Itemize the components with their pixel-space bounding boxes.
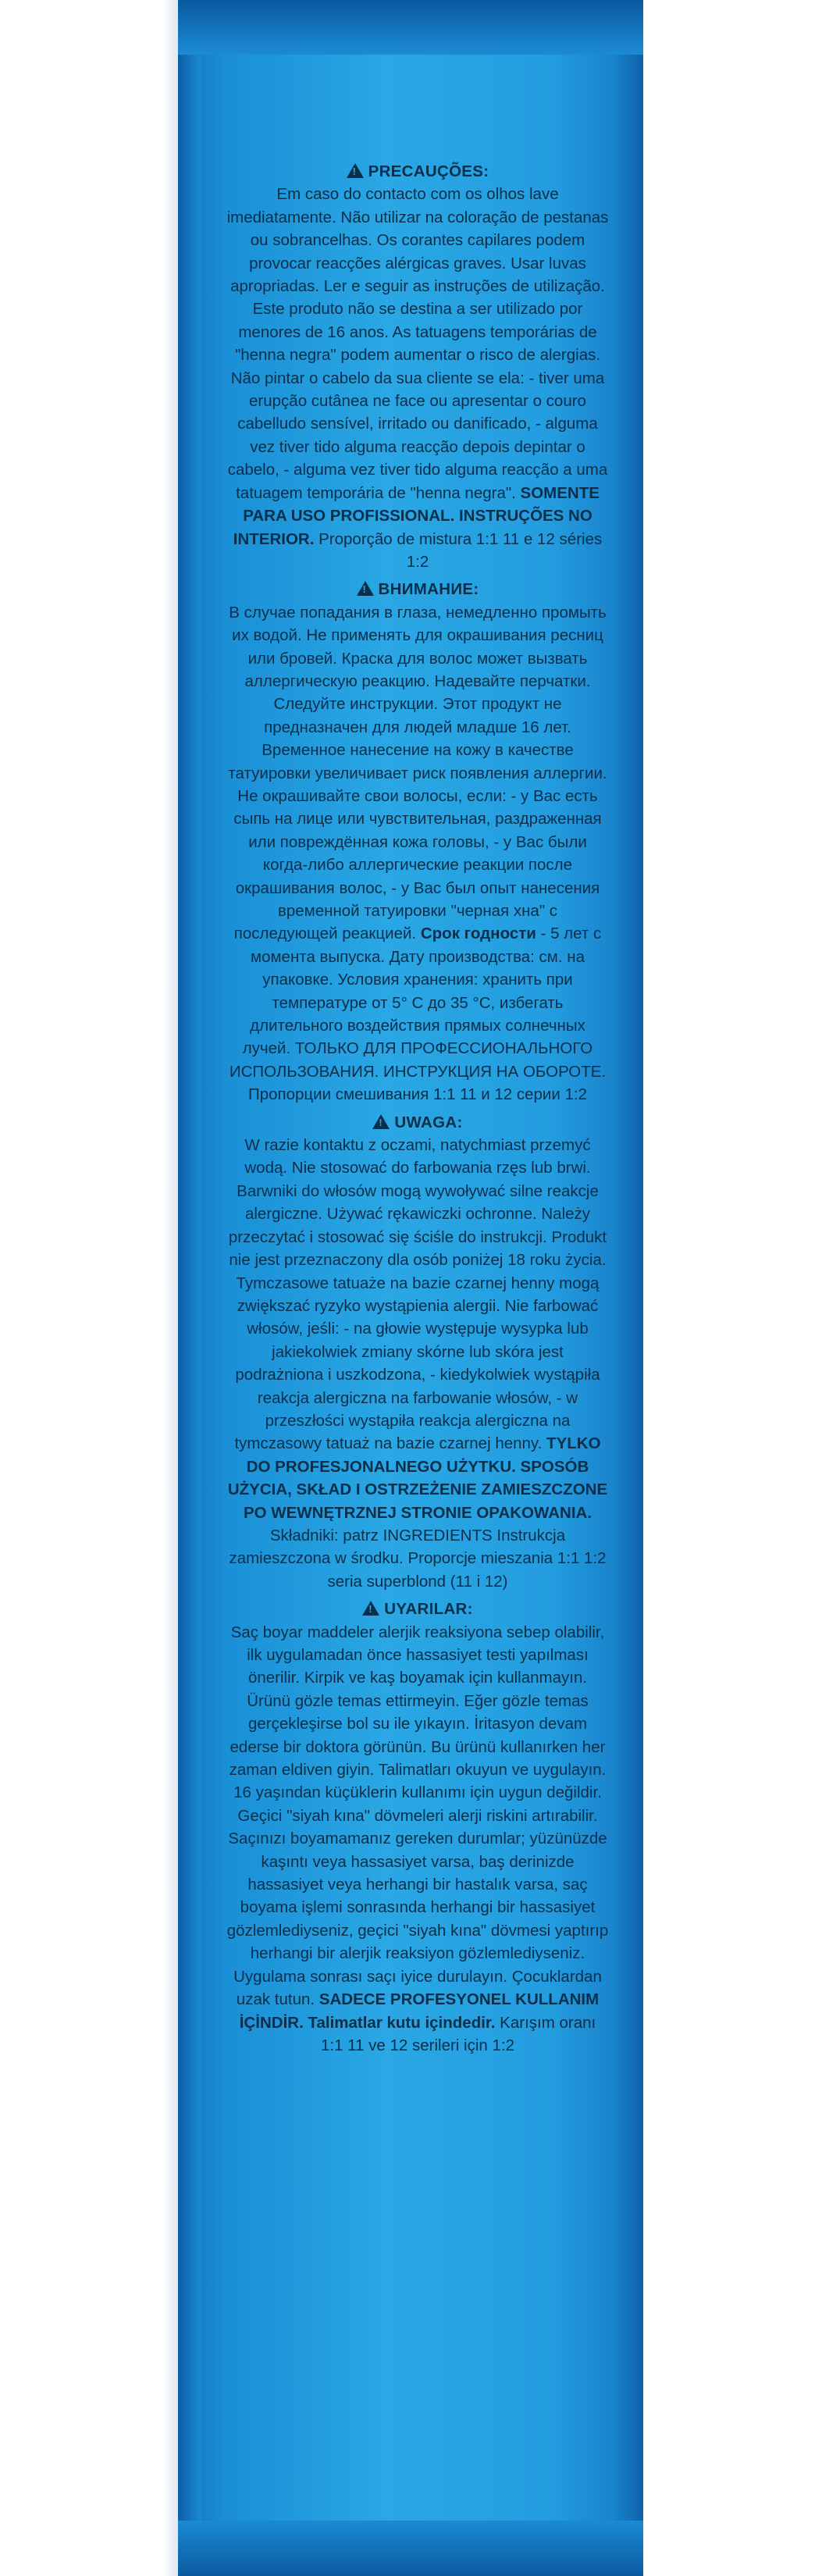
warning-section-ru — [226, 578, 609, 1106]
section-tail: - 5 лет с момента выпуска. Дату производства: см. на упаковке. Условия хранения: хранить при температуре от 5° С до 35 °С, избегать длительного воздействия прямых солнечных лучей. ТОЛЬКО ДЛЯ ПРОФЕССИОНАЛЬНОГО ИСПОЛЬЗОВАНИЯ. ИНСТРУКЦИЯ НА ОБОРОТЕ. Пропорции смешивания 1:1 11 и 12 серии 1:2 — [229, 925, 607, 1104]
section-tail: Karışım oranı 1:1 11 ve 12 serileri için 1:2 — [320, 2013, 596, 2054]
section-bold-note: TYLKO DO PROFESJONALNEGO UŻYTKU. SPOSÓB UŻYCIA, SKŁAD I OSTRZEŻENIE ZAMIESZCZONE PO WEWNĘTRZNEJ STRONIE OPAKOWANIA. — [227, 1434, 608, 1522]
section-bold-note: Срок годности — [420, 925, 536, 943]
warning-triangle-icon — [347, 163, 364, 178]
section-tail: Składniki: patrz INGREDIENTS Instrukcja zamieszczona w środku. Proporcje mieszania 1:1 1:2 seria superblond (11 i 12) — [229, 1526, 607, 1591]
warning-triangle-icon — [357, 581, 374, 596]
warning-text-panel — [226, 160, 609, 2057]
warning-section-pt — [226, 160, 609, 573]
section-title: PRECAUÇÕES: — [368, 162, 489, 180]
warning-triangle-icon — [372, 1114, 390, 1129]
box-bottom-flap — [178, 2521, 643, 2576]
section-title: UWAGA: — [394, 1113, 463, 1131]
warning-section-pl — [226, 1111, 609, 1594]
section-title: ВНИМАНИЕ: — [378, 580, 479, 599]
section-bold-note: SADECE PROFESYONEL KULLANIM İÇİNDİR. Talimatlar kutu içindedir. — [239, 1990, 600, 2032]
warning-section-tr — [226, 1598, 609, 2057]
section-title: UYARILAR: — [384, 1600, 473, 1619]
section-body: W razie kontaktu z oczami, natychmiast przemyć wodą. Nie stosować do farbowania rzęs lub brwi. Barwniki do włosów mogą wywoływać silne reakcje alergiczne. Używać rękawiczki ochronne. Należy przeczytać i stosować się ściśle do instrukcji. Produkt nie jest przeznaczony dla osób poniżej 18 roku życia. Tymczasowe tatuaże na bazie czarnej henny mogą zwiększać ryzyko wystąpienia alergii. Nie farbować włosów, jeśli: - na głowie występuje wysypka lub jakiekolwiek zmiany skórne lub skóra jest podrażniona i uszkodzona, - kiedykolwiek wystąpiła reakcja alergiczna na farbowanie włosów, - w przeszłości wystąpiła reakcja alergiczna na tymczasowy tatuaż na bazie czarnej henny. — [228, 1136, 607, 1453]
section-body: Saç boyar maddeler alerjik reaksiyona sebep olabilir, ilk uygulamadan önce hassasiyet testi yapılması önerilir. Kirpik ve kaş boyamak için kullanmayın. Ürünü gözle temas ettirmeyin. Eğer gözle temas gerçekleşirse bol su ile yıkayın. İritasyon devam ederse bir doktora görünün. Bu ürünü kullanırken her zaman eldiven giyin. Talimatları okuyun ve uygulayın. 16 yaşından küçüklerin kullanımı için uygun değildir. Geçici "siyah kına" dövmeleri alerji riskini artırabilir. Saçınızı boyamamanız gereken durumlar; yüzünüzde kaşıntı veya hassasiyet varsa, baş derinizde hassasiyet veya herhangi bir hastalık varsa, saç boyama işlemi sonrasında herhangi bir hassasiyet gözlemlediyseniz, geçici "siyah kına" dövmesi yaptırıp herhangi bir alerjik reaksiyon gözlemlediyseniz. Uygulama sonrası saçı iyice durulayın. Çocuklardan uzak tutun. — [226, 1623, 609, 2009]
box-top-flap — [178, 0, 643, 55]
section-tail: Proporção de mistura 1:1 11 e 12 séries 1:2 — [318, 529, 603, 571]
box-left-edge — [178, 0, 201, 2576]
section-body: Em caso do contacto com os olhos lave imediatamente. Não utilizar na coloração de pestanas ou sobrancelhas. Os corantes capilares podem provocar reacções alérgicas graves. Usar luvas apropriadas. Ler e seguir as instruções de utilização. Este produto não se destina a ser utilizado por menores de 16 anos. As tatuagens temporárias de "henna negra" podem aumentar o risco de alergias. Não pintar o cabelo da sua cliente se ela: - tiver uma erupção cutânea ne face ou apresentar o couro cabelludo sensível, irritado ou danificado, - alguma vez tiver tido alguma reacção depois depintar o cabelo, - alguma vez tiver tido alguma reacção a uma tatuagem temporária de "henna negra". — [226, 185, 609, 502]
warning-triangle-icon — [362, 1601, 379, 1616]
section-bold-note: SOMENTE PARA USO PROFISSIONAL. INSTRUÇÕES NO INTERIOR. — [233, 483, 600, 548]
section-body: В случае попадания в глаза, немедленно промыть их водой. Не применять для окрашивания ресниц или бровей. Краска для волос может вызвать аллергическую реакцию. Надевайте перчатки. Следуйте инструкции. Этот продукт не предназначен для людей младше 16 лет. Временное нанесение на кожу в качестве татуировки увеличивает риск появления аллергии. Не окрашивайте свои волосы, если: - у Вас есть сыпь на лице или чувствительная, раздраженная или повреждённая кожа головы, - у Вас были когда-либо аллергические реакции после окрашивания волос, - у Вас был опыт нанесения временной татуировки "черная хна" с последующей реакцией. — [228, 603, 607, 943]
box-right-edge — [614, 0, 643, 2576]
